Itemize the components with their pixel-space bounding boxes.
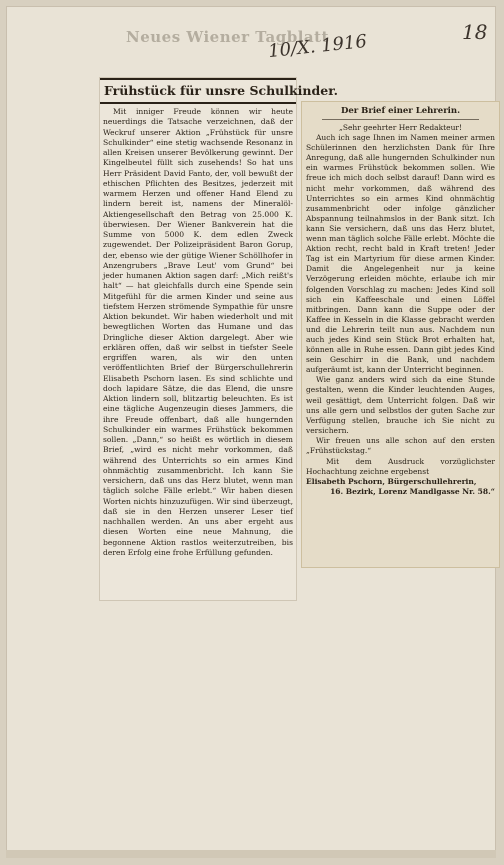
handwritten-date: 10/X. 1916 [267, 30, 368, 63]
letter-closing: Mit dem Ausdruck vorzüglichster Hochachtung zeichne ergebenst [306, 457, 495, 477]
newspaper-stamp: Neues Wiener Tagblatt [126, 28, 329, 46]
sheet-bottom-edge [6, 850, 496, 858]
letter-address: 16. Bezirk, Lorenz Mandlgasse Nr. 58.“ [330, 487, 495, 497]
letter-greeting: „Sehr geehrter Herr Redakteur! [338, 123, 463, 132]
article-body: Mit inniger Freude können wir heute neuerdings die Tatsache verzeichnen, daß der Weckruf unserer Aktion „Frühstück für unsre Schulkinder“ eine stetig wachsende Resonanz in allen Kreisen unserer Bevölkerung gewinnt. Der Kingelbeutel füllt sich zusehends! So hat uns Herr Präsident David Fanto, der, voll bewußt der ethischen Pflichten des Besitzes, jederzeit mit warmem Herzen und offener Hand Elend zu lindern bereit ist, namens der Mineralöl-Aktiengesellschaft den Betrag von 25.000 K. überwiesen. Der Wiener Bankverein hat die Summe von 5000 K. dem edlen Zweck zugewendet. Der Polizeipräsident Baron Gorup, der, ebenso wie der gütige Wiener Schöllhofer in Anzengrubers „Brave Leut' vom Grund“ bei jeder humanen Aktion sagen darf: „Mich reißt's halt“ — hat gleichfalls durch eine Spende sein Mitgefühl für die armen Kinder und seine aus tiefstem Herzen strömende Sympathie für unsre Aktion bekundet. Wir haben wiederholt und mit bewegtlichen Worten das Humane und das Dringliche dieser Aktion dargelegt. Aber wie erklären offen, daß wir selbst in tiefster Seele ergriffen waren, als wir den unten veröffentlichten Brief der Bürgerschullehrerin Elisabeth Pschorn lasen. Es sind schlichte und doch lapidare Sätze, die das Elend, die unsre Aktion lindern soll, blitzartig beleuchten. Es ist eine tägliche Augenzeugin dieses Jammers, die ihre Freude offenbart, daß alle hungernden Schulkinder ein warmes Frühstück bekommen sollen. „Dann,“ so heißt es wörtlich in diesem Brief, „wird es nicht mehr vorkommen, daß während des Unterrichts so ein armes Kind ohnmächtig zusammenbricht. Ich kann Sie versichern, daß uns das Herz blutet, wenn man täglich solche Fälle erlebt.“ Wir haben diesen Worten nichts hinzuzufügen. Wir sind überzeugt, daß sie in den Herzen unserer Leser tief nachhallen werden. An uns aber ergeht aus diesen Worten eine neue Mahnung, die begonnene Aktion rastlos weiterzutreiben, bis deren Erfolg eine frohe Erfüllung gefunden. [103, 107, 293, 557]
left-clipping [100, 78, 338, 600]
letter-paragraph: Wie ganz anders wird sich da eine Stunde gestalten, wenn die Kinder leuchtenden Auges, weil gesättigt, dem Unterricht folgen. Daß wir uns alle gern und selbstlos der guten Sache zur Verfügung stellen, brauche ich Sie nicht zu versichern. [306, 375, 495, 435]
title-rule [322, 119, 479, 120]
letter-paragraph: Wir freuen uns alle schon auf den ersten „Frühstückstag.“ [306, 435, 495, 455]
letter-paragraph: Auch ich sage Ihnen im Namen meiner armen Schülerinnen den herzlichsten Dank für Ihre Anregung, daß alle hungernden Schulkinder nun ein warmes Frühstück bekommen sollen. Wie freue ich mich doch selbst darauf! Dann wird es nicht mehr vorkommen, daß während des Unterrichtes so ein armes Kind ohnmächtig zusammenbricht oder infolge gänzlicher Abspannung teilnahmslos in der Bank sitzt. Ich kann Sie versichern, daß uns das Herz blutet, wenn man täglich solche Fälle erlebt. Möchte die Aktion recht, recht bald in Kraft treten! Jeder Tag ist ein Martyrium für diese armen Kinder. Damit die Angelegenheit nur ja keine Verzögerung erleiden möchte, erlaube ich mir folgenden Vorschlag zu machen: Jedes Kind soll sich ein Kaffeeschale und einen Löffel mitbringen. Dann kann die Suppe oder der Kaffee in Kesseln in die Klasse gebracht werden und die Lehrerin teilt nun aus. Nachdem nun auch jedes Kind sein Stück Brot erhalten hat, können alle in Ruhe essen. Dann gibt jedes Kind sein Geschirr in die Bank, und nachdem aufgeräumt ist, kann der Unterricht beginnen. [306, 133, 495, 375]
letter-title: Der Brief einer Lehrerin. [340, 106, 461, 116]
letter-signature: Elisabeth Pschorn, Bürgerschullehrerin, [306, 477, 477, 487]
handwritten-page-number: 18 [462, 20, 488, 44]
right-clipping [302, 102, 499, 567]
article-headline: Frühstück für unsre Schulkinder. [100, 78, 296, 104]
archive-sheet [6, 6, 496, 858]
